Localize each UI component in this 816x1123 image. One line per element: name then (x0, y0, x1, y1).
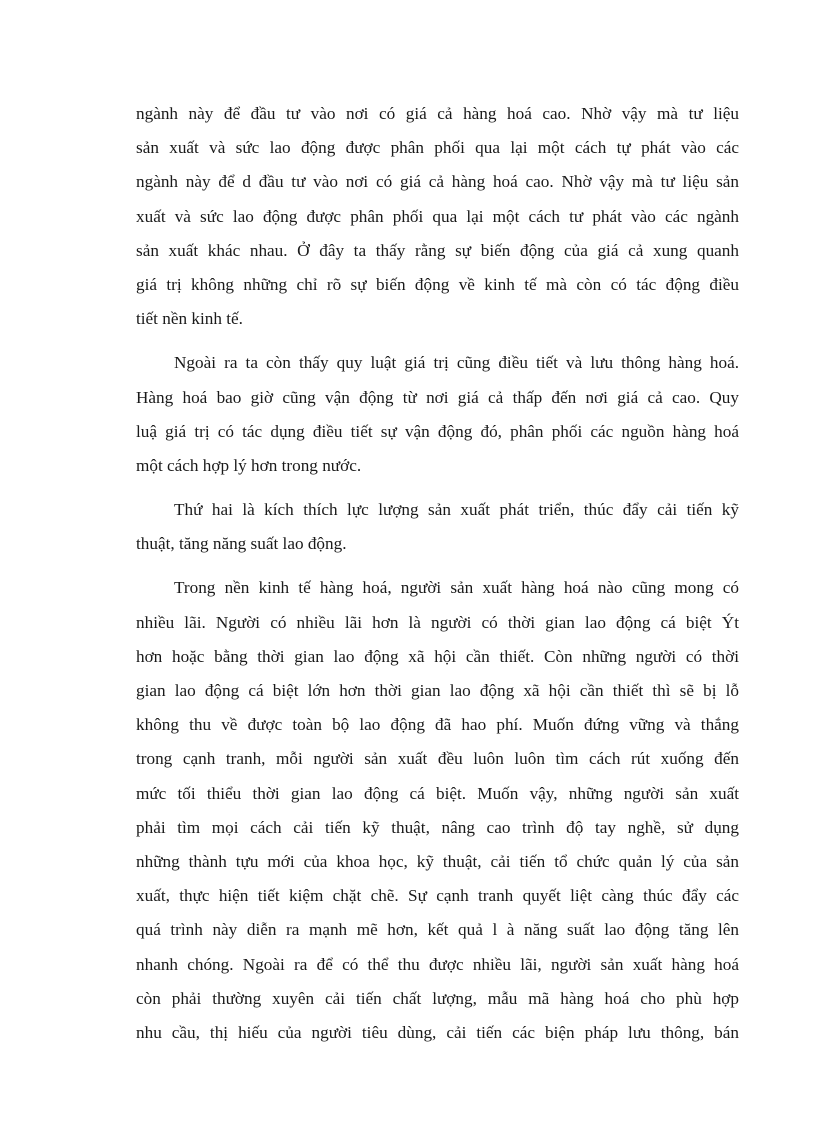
text-line: giá trị không những chỉ rõ sự biến động về kinh tế mà còn có tác động điều (136, 274, 739, 294)
text-line: một cách hợp lý hơn trong nước. (136, 455, 362, 475)
text-line: nhiều lãi. Người có nhiều lãi hơn là người có thời gian lao động cá biệt Ýt (136, 612, 739, 632)
text-line: không thu về được toàn bộ lao động đã hao phí. Muốn đứng vững và thắng (136, 715, 739, 735)
text-line: thuật, tăng năng suất lao động. (136, 534, 347, 554)
text-line: sản xuất và sức lao động được phân phối qua lại một cách tự phát vào các (136, 138, 739, 158)
paragraph-3 (136, 493, 739, 561)
text-line: còn phải thường xuyên cải tiến chất lượng, mẫu mã hàng hoá cho phù hợp (136, 988, 739, 1008)
text-line: luậ giá trị có tác dụng điều tiết sự vận động đó, phân phối các nguồn hàng hoá (136, 421, 739, 441)
text-line: quá trình này diễn ra mạnh mẽ hơn, kết quả l à năng suất lao động tăng lên (136, 920, 739, 940)
text-line: trong cạnh tranh, mỗi người sản xuất đều luôn luôn tìm cách rút xuống đến (136, 749, 739, 769)
paragraph-4 (136, 571, 739, 1050)
text-line: phải tìm mọi cách cải tiến kỹ thuật, nâng cao trình độ tay nghề, sử dụng (136, 817, 739, 837)
text-line: những thành tựu mới của khoa học, kỹ thuật, cải tiến tổ chức quản lý của sản (136, 851, 739, 871)
paragraph-1 (136, 97, 739, 336)
text-line: ngành này để đầu tư vào nơi có giá cả hàng hoá cao. Nhờ vậy mà tư liệu (136, 104, 739, 123)
text-line: nhanh chóng. Ngoài ra để có thể thu được nhiều lãi, người sản xuất hàng hoá (136, 954, 739, 974)
text-line: sản xuất khác nhau. Ở đây ta thấy rằng sự biến động của giá cả xung quanh (136, 240, 739, 260)
paragraph-2 (136, 346, 739, 483)
text-line: hơn hoặc bằng thời gian lao động xã hội cần thiết. Còn những người có thời (136, 646, 739, 666)
text-line: ngành này để d đầu tư vào nơi có giá cả hàng hoá cao. Nhờ vậy mà tư liệu sản (136, 172, 739, 192)
text-line: tiết nền kinh tế. (136, 309, 243, 329)
text-line: xuất và sức lao động được phân phối qua lại một cách tư phát vào các ngành (136, 206, 739, 226)
text-line: nhu cầu, thị hiếu của người tiêu dùng, cải tiến các biện pháp lưu thông, bán (136, 1022, 739, 1042)
text-line: xuất, thực hiện tiết kiệm chặt chẽ. Sự cạnh tranh quyết liệt càng thúc đẩy các (136, 886, 739, 906)
text-line: Thứ hai là kích thích lực lượng sản xuất phát triển, thúc đẩy cải tiến kỹ (174, 500, 739, 520)
text-line: Hàng hoá bao giờ cũng vận động từ nơi giá cả thấp đến nơi giá cả cao. Quy (136, 387, 739, 407)
text-line: gian lao động cá biệt lớn hơn thời gian lao động xã hội cần thiết thì sẽ bị lỗ (136, 681, 739, 700)
text-line: Trong nền kinh tế hàng hoá, người sản xuất hàng hoá nào cũng mong có (174, 578, 739, 598)
text-line: mức tối thiểu thời gian lao động cá biệt. Muốn vậy, những người sản xuất (136, 783, 739, 803)
text-line: Ngoài ra ta còn thấy quy luật giá trị cũng điều tiết và lưu thông hàng hoá. (174, 353, 739, 373)
document-body (136, 97, 739, 1060)
